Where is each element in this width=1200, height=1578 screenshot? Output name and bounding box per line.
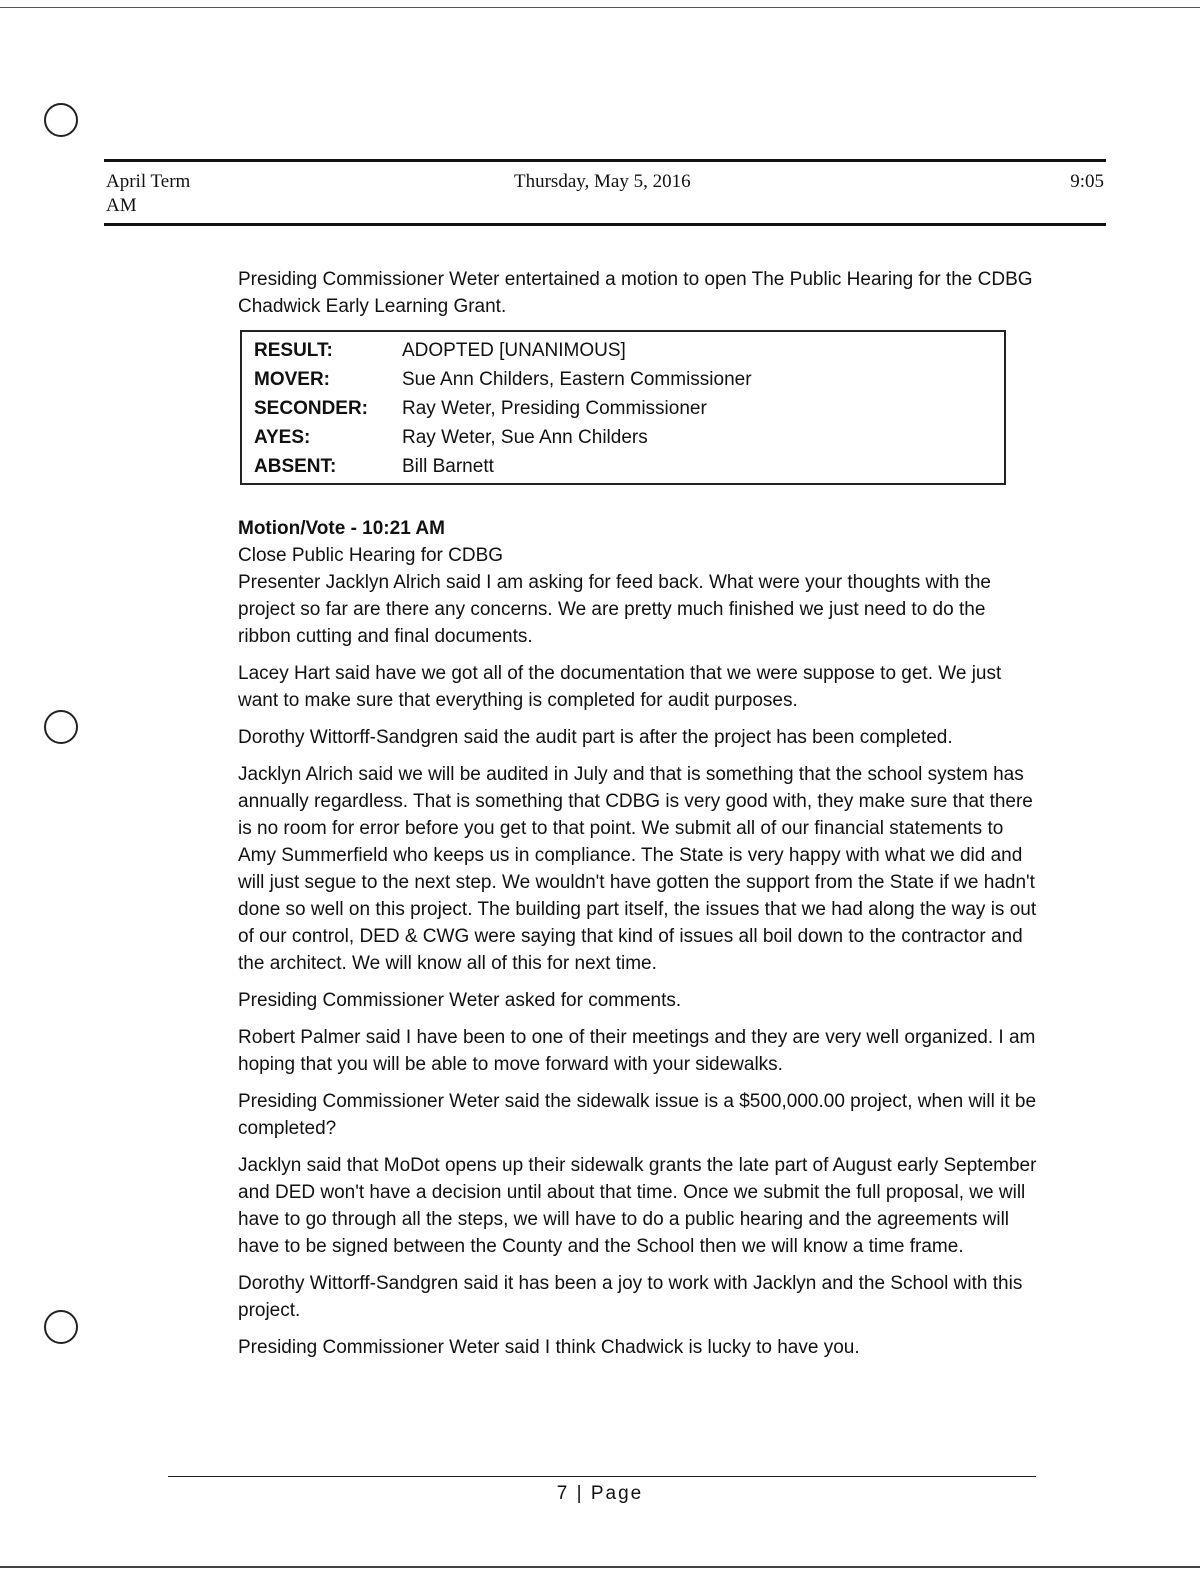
page-number: 7 | Page bbox=[556, 1483, 644, 1504]
paragraph: Presiding Commissioner Weter asked for comments. bbox=[238, 990, 682, 1011]
section-subtitle: Close Public Hearing for CDBG bbox=[238, 545, 504, 566]
mover-row bbox=[254, 365, 992, 394]
paragraph: Dorothy Wittorff-Sandgren said the audit part is after the project has been completed. bbox=[238, 727, 953, 748]
ayes-row bbox=[254, 423, 992, 452]
paragraph: Lacey Hart said have we got all of the documentation that we were suppose to get. We just want to make sure that everything is completed for audit purposes. bbox=[238, 663, 1002, 711]
header-term: April Term bbox=[106, 171, 191, 192]
header-ampm: AM bbox=[106, 195, 137, 216]
vote-result-table bbox=[240, 330, 1006, 485]
paragraph: Jacklyn Alrich said we will be audited in July and that is something that the school system has annually regardless. That is something that CDBG is very good with, they make sure that there is no room for error before you get to that point. We submit all of our financial statements to Amy Summerfield who keeps us in compliance. The State is very happy with what we did and will just segue to the next step. We wouldn't have gotten the support from the State if we hadn't done so well on this project. The building part itself, the issues that we had along the way is out of our control, DED & CWG were saying that kind of issues all boil down to the contractor and the architect. We will know all of this for next time. bbox=[238, 764, 1037, 974]
header-date: Thursday, May 5, 2016 bbox=[514, 171, 691, 192]
seconder-value: Ray Weter, Presiding Commissioner bbox=[402, 398, 707, 419]
section-title: Motion/Vote - 10:21 AM bbox=[238, 518, 445, 539]
ayes-label: AYES: bbox=[254, 427, 311, 448]
minutes-body bbox=[238, 266, 1038, 1371]
motion-intro: Presiding Commissioner Weter entertained a motion to open The Public Hearing for the CDBG Chadwick Early Learning Grant. bbox=[238, 269, 1033, 317]
header-time: 9:05 bbox=[1070, 171, 1104, 192]
punch-hole-top bbox=[44, 103, 78, 137]
result-label: RESULT: bbox=[254, 340, 333, 361]
paragraph: Robert Palmer said I have been to one of their meetings and they are very well organized. I am hoping that you will be able to move forward with your sidewalks. bbox=[238, 1027, 1036, 1075]
paragraph: Jacklyn said that MoDot opens up their sidewalk grants the late part of August early September and DED won't have a decision until about that time. Once we submit the full proposal, we will have to go through all the steps, we will have to do a public hearing and the agreements will have to be signed between the County and the School then we will know a time frame. bbox=[238, 1155, 1037, 1257]
paragraph: Dorothy Wittorff-Sandgren said it has been a joy to work with Jacklyn and the School with this project. bbox=[238, 1273, 1023, 1321]
ayes-value: Ray Weter, Sue Ann Childers bbox=[402, 427, 648, 448]
paragraph: Presenter Jacklyn Alrich said I am asking for feed back. What were your thoughts with the project so far are there any concerns. We are pretty much finished we just need to do the ribbon cutting and final documents. bbox=[238, 572, 991, 647]
paragraph: Presiding Commissioner Weter said the sidewalk issue is a $500,000.00 project, when will it be completed? bbox=[238, 1091, 1037, 1139]
mover-value: Sue Ann Childers, Eastern Commissioner bbox=[402, 369, 752, 390]
scan-bottom-edge bbox=[0, 1566, 1200, 1568]
seconder-label: SECONDER: bbox=[254, 398, 369, 419]
scan-top-edge bbox=[0, 7, 1200, 8]
absent-row bbox=[254, 452, 992, 481]
paragraph: Presiding Commissioner Weter said I think Chadwick is lucky to have you. bbox=[238, 1337, 860, 1358]
seconder-row bbox=[254, 394, 992, 423]
header-rule-bottom bbox=[104, 223, 1106, 226]
result-row bbox=[254, 336, 992, 365]
absent-value: Bill Barnett bbox=[402, 456, 494, 477]
footer-rule bbox=[168, 1476, 1036, 1477]
punch-hole-middle bbox=[44, 710, 78, 744]
absent-label: ABSENT: bbox=[254, 456, 337, 477]
mover-label: MOVER: bbox=[254, 369, 330, 390]
punch-hole-bottom bbox=[44, 1310, 78, 1344]
header-rule-top bbox=[104, 159, 1106, 162]
result-value: ADOPTED [UNANIMOUS] bbox=[402, 340, 626, 361]
